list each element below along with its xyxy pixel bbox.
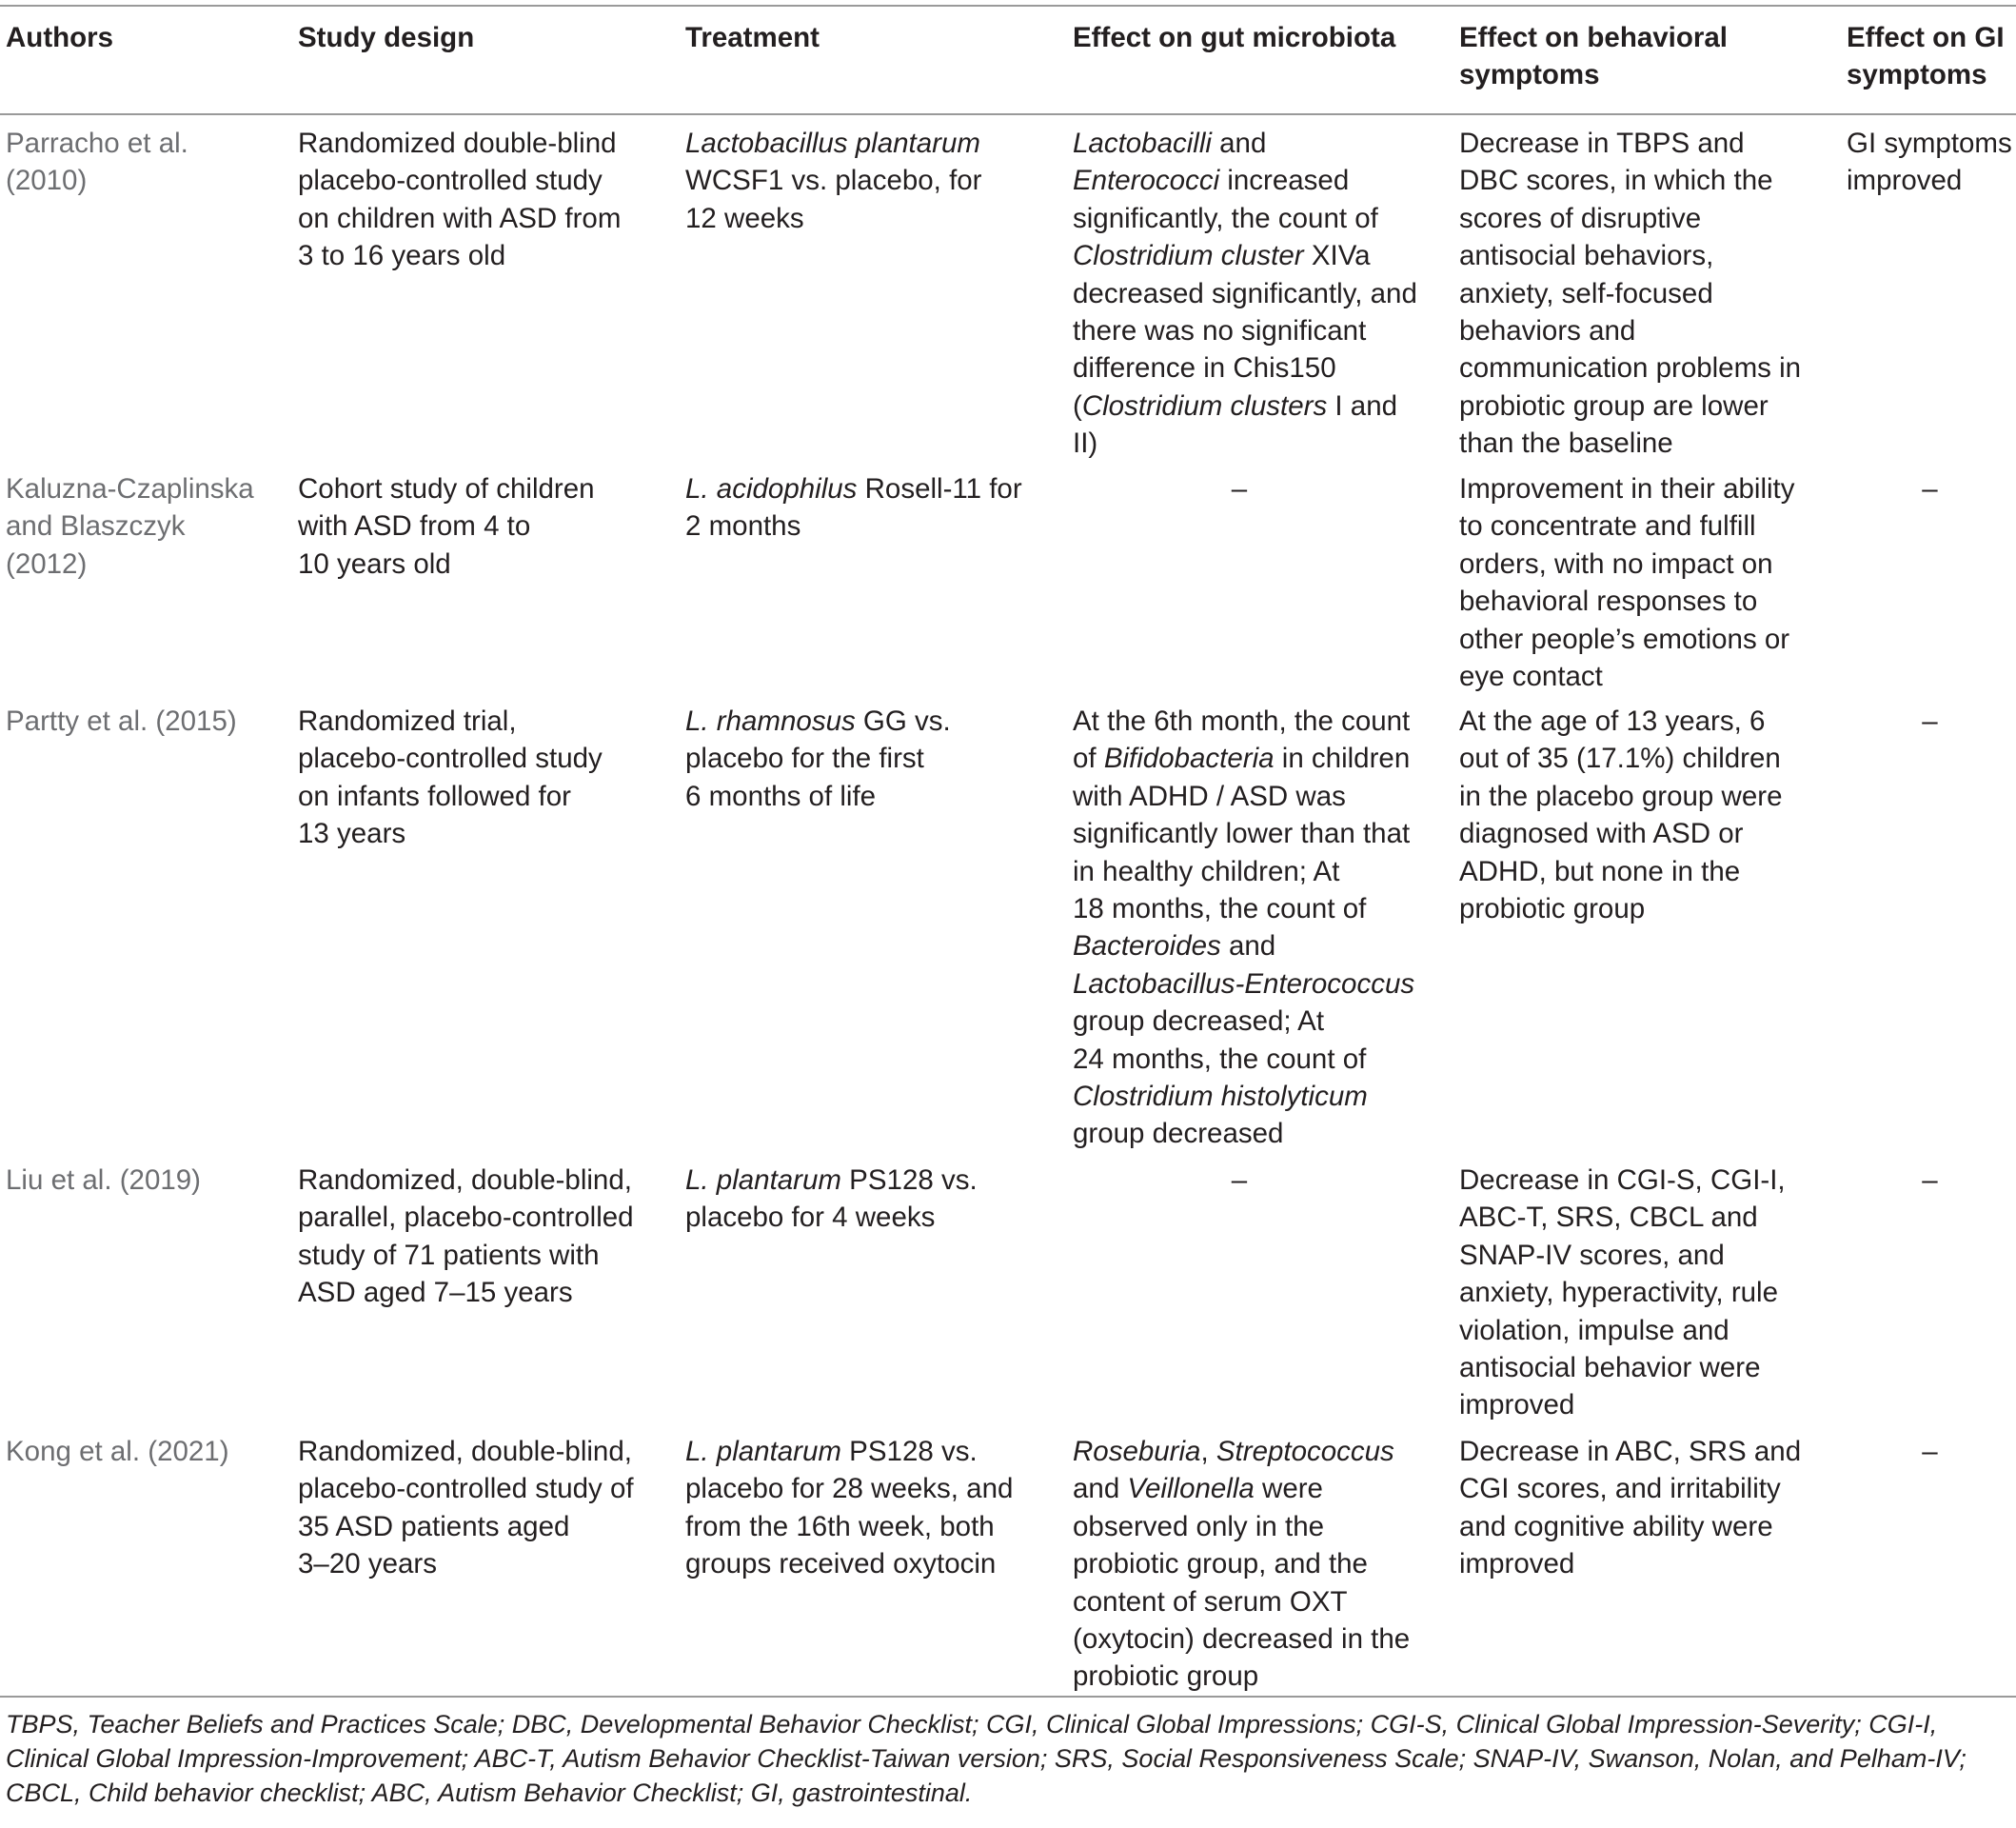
table-footnote: TBPS, Teacher Beliefs and Practices Scale; DBC, Developmental Behavior Checklist; CGI, Clinical Global Impressions; CGI-S, Clinical Global Impression-Severity; CGI-I, Clinical Global Impression-Improvement; ABC-T, Autism Behavior Checklist-Taiwan version; SRS, Social Responsiveness Scale; SNAP-IV, Swanson, Nolan, and Pelham-IV; CBCL, Child behavior checklist; ABC, Autism Behavior Checklist; GI, gastrointestinal. [6, 1710, 1967, 1807]
row4-behavioral: Decrease in CGI-S, CGI-I, ABC-T, SRS, CBCL and SNAP-IV scores, and anxiety, hyperactivity, rule violation, impulse and antisocial behavior were improved [1459, 1164, 1786, 1421]
row3-design: Randomized trial, placebo-controlled study on infants followed for 13 years [298, 705, 603, 850]
row1-design: Randomized double-blind placebo-controlled study on children with ASD from 3 to 16 years old [298, 128, 622, 272]
bottom-rule [0, 1696, 2016, 1698]
row2-treatment: L. acidophilus Rosell-11 for 2 months [685, 473, 1022, 543]
row3-gi: – [1922, 705, 1938, 737]
top-rule [0, 5, 2016, 7]
row1-behavioral: Decrease in TBPS and DBC scores, in which the scores of disruptive antisocial behaviors, anxiety, self-focused behaviors and communication problems in probiotic group are lower than the baseline [1459, 128, 1802, 460]
row2-design: Cohort study of children with ASD from 4 to 10 years old [298, 473, 595, 580]
header-rule [0, 113, 2016, 115]
header-study-design: Study design [298, 22, 475, 53]
row5-authors: Kong et al. (2021) [6, 1436, 229, 1467]
row1-treatment: Lactobacillus plantarum WCSF1 vs. placebo, for 12 weeks [685, 128, 982, 234]
row4-authors: Liu et al. (2019) [6, 1164, 201, 1196]
row4-treatment: L. plantarum PS128 vs. placebo for 4 weeks [685, 1164, 978, 1234]
row2-authors: Kaluzna-Czaplinska and Blaszczyk (2012) [6, 473, 254, 580]
row2-behavioral: Improvement in their ability to concentrate and fulfill orders, with no impact on behavioral responses to other people’s emotions or eye contact [1459, 473, 1795, 693]
row3-treatment: L. rhamnosus GG vs. placebo for the first 6 months of life [685, 705, 951, 812]
row5-microbiota: Roseburia, Streptococcus and Veillonella were observed only in the probiotic group, and the content of serum OXT (oxytocin) decreased in the probiotic group [1073, 1436, 1411, 1693]
row4-microbiota: – [1231, 1164, 1248, 1196]
row3-authors: Partty et al. (2015) [6, 705, 237, 737]
row5-gi: – [1922, 1436, 1938, 1467]
header-treatment: Treatment [685, 22, 820, 53]
row3-microbiota: At the 6th month, the count of Bifidobacteria in children with ADHD / ASD was significantly lower than that in healthy children; At 18 months, the count of Bacteroides and Lactobacillus-Enterococcus group decreased; At 24 months, the count of Clostridium histolyticum group decreased [1073, 705, 1415, 1150]
header-gut-microbiota: Effect on gut microbiota [1073, 22, 1396, 53]
row3-behavioral: At the age of 13 years, 6 out of 35 (17.1%) children in the placebo group were diagnosed with ASD or ADHD, but none in the probiotic group [1459, 705, 1783, 925]
row4-design: Randomized, double-blind, parallel, placebo-controlled study of 71 patients with ASD aged 7–15 years [298, 1164, 634, 1309]
row1-authors: Parracho et al. (2010) [6, 128, 188, 197]
header-behavioral-symptoms: Effect on behavioral symptoms [1459, 22, 1728, 91]
row5-behavioral: Decrease in ABC, SRS and CGI scores, and irritability and cognitive ability were improved [1459, 1436, 1802, 1580]
row1-gi: GI symptoms improved [1847, 128, 2012, 197]
row2-gi: – [1922, 473, 1938, 505]
row2-microbiota: – [1231, 473, 1248, 505]
row4-gi: – [1922, 1164, 1938, 1196]
header-authors: Authors [6, 22, 114, 53]
row1-microbiota: Lactobacilli and Enterococci increased significantly, the count of Clostridium cluster XIVa decreased significantly, and there was no significant difference in Chis150 (Clostridium clusters I and II) [1073, 128, 1417, 460]
row5-design: Randomized, double-blind, placebo-controlled study of 35 ASD patients aged 3–20 years [298, 1436, 634, 1580]
row5-treatment: L. plantarum PS128 vs. placebo for 28 weeks, and from the 16th week, both groups received oxytocin [685, 1436, 1014, 1580]
header-gi-symptoms: Effect on GI symptoms [1847, 22, 2005, 91]
